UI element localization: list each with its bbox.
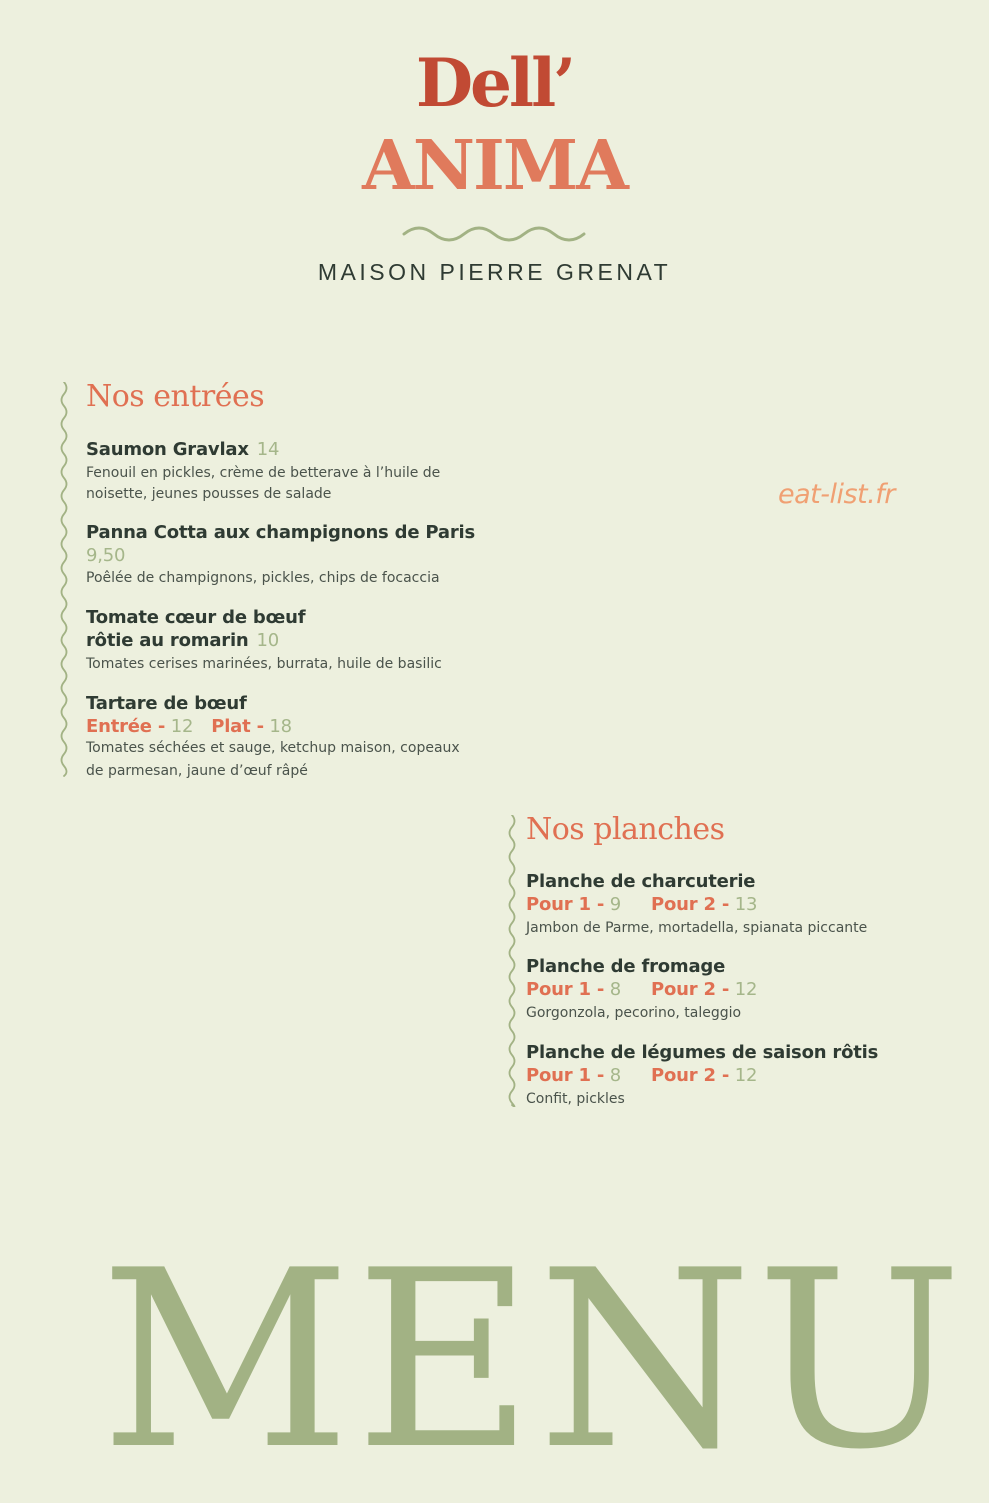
logo-dell: Dell’: [415, 44, 574, 122]
menu-item-charcuterie: [526, 870, 946, 939]
menu-item-legumes: [526, 1041, 966, 1110]
item-name: Tartare de bœuf: [86, 693, 247, 714]
item-description: de parmesan, jaune d’œuf râpé: [86, 763, 308, 779]
item-description: Confit, pickles: [526, 1091, 625, 1107]
item-name: Planche de légumes de saison rôtis: [526, 1042, 879, 1063]
logo-anima: ANIMA: [362, 126, 627, 206]
item-description: noisette, jeunes pousses de salade: [86, 486, 332, 502]
menu-item-fromage: [526, 955, 946, 1024]
section-title-planches: Nos planches: [526, 812, 725, 847]
item-name: Planche de charcuterie: [526, 871, 756, 892]
item-price-options: Pour 1 - 9 Pour 2 - 13: [526, 894, 758, 915]
item-name: Tomate cœur de bœuf: [86, 607, 306, 628]
watermark: eat-list.fr: [778, 479, 895, 510]
menu-item-saumon: [86, 438, 506, 505]
item-description: Tomates cerises marinées, burrata, huile de basilic: [86, 656, 442, 672]
item-price-options: Pour 1 - 8 Pour 2 - 12: [526, 979, 758, 1000]
logo-subtitle: MAISON PIERRE GRENAT: [317, 259, 672, 285]
item-price-options: Pour 1 - 8 Pour 2 - 12: [526, 1065, 758, 1086]
item-description: Tomates séchées et sauge, ketchup maison, copeaux: [86, 740, 460, 756]
item-name: rôtie au romarin 10: [86, 630, 280, 651]
item-name: Planche de fromage: [526, 956, 726, 977]
item-price: 9,50: [86, 545, 126, 566]
item-description: Gorgonzola, pecorino, taleggio: [526, 1005, 742, 1021]
section-wave-border-icon: [57, 382, 71, 778]
item-name: Saumon Gravlax 14: [86, 439, 280, 460]
menu-item-tartare: [86, 692, 506, 782]
item-description: Poêlée de champignons, pickles, chips de focaccia: [86, 570, 440, 586]
menu-footer-word: MENU: [100, 1218, 967, 1503]
menu-item-tomate: [86, 606, 506, 675]
section-wave-border-icon: [505, 815, 519, 1107]
item-price: 10: [256, 630, 280, 651]
item-price-options: Entrée - 12 Plat - 18: [86, 716, 292, 737]
section-title-entrees: Nos entrées: [86, 379, 265, 414]
item-description: Jambon de Parme, mortadella, spianata piccante: [526, 920, 868, 936]
item-name: Panna Cotta aux champignons de Paris: [86, 522, 476, 543]
wave-ornament-icon: [402, 222, 586, 244]
item-price: 14: [256, 439, 280, 460]
item-description: Fenouil en pickles, crème de betterave à l’huile de: [86, 465, 441, 481]
menu-item-panna-cotta: [86, 521, 506, 589]
